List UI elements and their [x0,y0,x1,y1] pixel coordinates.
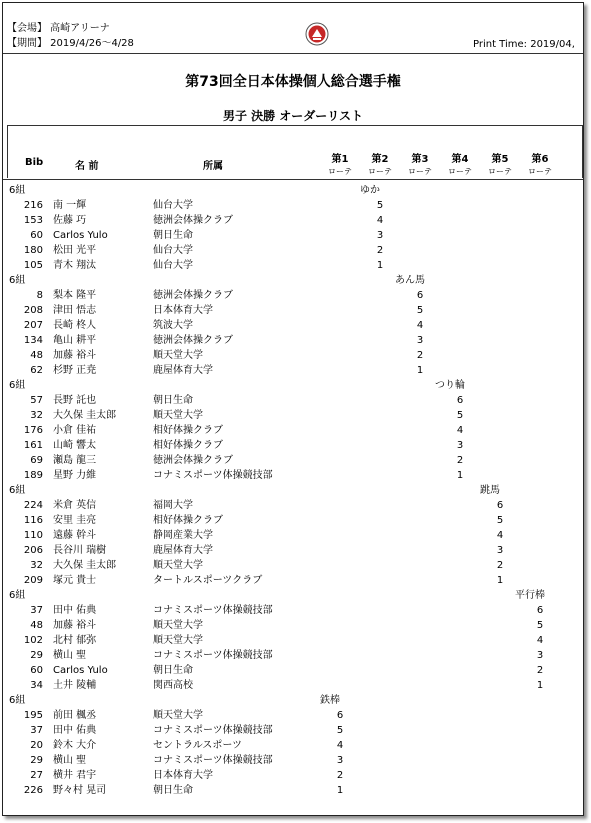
col-bib: Bib [25,157,44,168]
athlete-bib: 32 [30,560,43,571]
athlete-row [3,408,583,423]
start-order: 2 [456,455,464,466]
athlete-club: 鹿屋体育大学 [153,365,213,376]
athlete-club: 関西高校 [153,680,193,691]
athlete-club: 仙台大学 [153,245,193,256]
rotation-subheader-3: ローテ [408,167,432,176]
athlete-name: 山崎 響太 [53,440,97,451]
athlete-bib: 116 [23,515,43,526]
athlete-club: 相好体操クラブ [153,515,223,526]
athlete-bib: 195 [23,710,43,721]
athlete-club: 仙台大学 [153,200,193,211]
athlete-club: 鹿屋体育大学 [153,545,213,556]
document-page [2,2,584,816]
start-order: 4 [536,635,544,646]
header-rule [3,53,583,54]
group-label: 6組 [9,590,26,601]
start-order: 5 [336,725,344,736]
athlete-club: コナミスポーツ体操競技部 [153,650,273,661]
athlete-club: コナミスポーツ体操競技部 [153,470,273,481]
athlete-name: 松田 光平 [53,245,97,256]
athlete-row [3,198,583,213]
athlete-row [3,288,583,303]
athlete-bib: 48 [30,620,43,631]
federation-logo-icon [305,22,329,46]
athlete-bib: 224 [23,500,43,511]
athlete-name: 野々村 晃司 [53,785,107,796]
col-name: 名 前 [75,161,99,172]
athlete-name: 津田 悟志 [53,305,97,316]
athlete-row [3,423,583,438]
athlete-bib: 27 [30,770,43,781]
athlete-name: 梨本 隆平 [53,290,97,301]
athlete-name: 田中 佑典 [53,725,97,736]
athlete-row [3,648,583,663]
athlete-club: 徳洲会体操クラブ [153,335,233,346]
athlete-row [3,558,583,573]
athlete-row [3,333,583,348]
athlete-bib: 207 [23,320,43,331]
athlete-bib: 189 [23,470,43,481]
athlete-name: 北村 郁弥 [53,635,97,646]
column-rule [3,179,583,180]
athlete-name: 田中 佑典 [53,605,97,616]
athlete-bib: 216 [23,200,43,211]
athlete-bib: 153 [23,215,43,226]
athlete-bib: 29 [30,650,43,661]
athlete-row [3,663,583,678]
start-order: 4 [456,425,464,436]
start-order: 4 [376,215,384,226]
athlete-row [3,213,583,228]
athlete-row [3,633,583,648]
start-order: 4 [496,530,504,541]
athlete-club: 日本体育大学 [153,305,213,316]
start-order: 5 [496,515,504,526]
athlete-name: 横山 聖 [53,650,87,661]
apparatus-label: 平行棒 [515,590,545,601]
period-label: 【期間】 2019/4/26～4/28 [7,38,134,49]
athlete-bib: 37 [30,725,43,736]
athlete-name: 瀬島 龍三 [53,455,97,466]
athlete-row [3,303,583,318]
athlete-name: 青木 翔汰 [53,260,97,271]
athlete-row [3,723,583,738]
athlete-club: 徳洲会体操クラブ [153,290,233,301]
athlete-row [3,603,583,618]
group-header-row [3,483,583,498]
athlete-name: Carlos Yulo [53,230,108,241]
athlete-name: 加藤 裕斗 [53,350,97,361]
athlete-bib: 105 [23,260,43,271]
apparatus-label: ゆか [360,185,380,196]
athlete-club: 筑波大学 [153,320,193,331]
start-order: 4 [336,740,344,751]
athlete-club: 順天堂大学 [153,410,203,421]
athlete-bib: 37 [30,605,43,616]
athlete-row [3,573,583,588]
athlete-bib: 48 [30,350,43,361]
athlete-club: 順天堂大学 [153,620,203,631]
athlete-name: 米倉 英信 [53,500,97,511]
athlete-bib: 176 [23,425,43,436]
athlete-club: タートルスポーツクラブ [153,575,263,586]
athlete-bib: 180 [23,245,43,256]
athlete-row [3,348,583,363]
rotation-header-1: 第1 [331,154,349,165]
athlete-name: 安里 圭亮 [53,515,97,526]
group-label: 6組 [9,185,26,196]
rotation-header-2: 第2 [371,154,389,165]
athlete-name: 長崎 柊人 [53,320,97,331]
athlete-bib: 209 [23,575,43,586]
start-order: 5 [456,410,464,421]
group-header-row [3,693,583,708]
athlete-bib: 60 [30,665,43,676]
start-order: 3 [376,230,384,241]
athlete-bib: 134 [23,335,43,346]
athlete-row [3,708,583,723]
rotation-subheader-5: ローテ [488,167,512,176]
start-order: 2 [376,245,384,256]
athlete-name: 前田 楓丞 [53,710,97,721]
athlete-bib: 34 [30,680,43,691]
start-order: 1 [336,785,344,796]
athlete-bib: 206 [23,545,43,556]
athlete-name: 鈴木 大介 [53,740,97,751]
group-header-row [3,273,583,288]
athlete-bib: 32 [30,410,43,421]
athlete-name: 亀山 耕平 [53,335,97,346]
athlete-club: 徳洲会体操クラブ [153,455,233,466]
athlete-row [3,678,583,693]
start-order: 2 [416,350,424,361]
rotation-header-6: 第6 [531,154,549,165]
athlete-club: 仙台大学 [153,260,193,271]
athlete-name: 遠藤 幹斗 [53,530,97,541]
athlete-club: 朝日生命 [153,665,193,676]
athlete-bib: 110 [23,530,43,541]
athlete-row [3,318,583,333]
athlete-name: 土井 陵輔 [53,680,97,691]
start-order: 5 [536,620,544,631]
order-list [3,183,583,798]
group-label: 6組 [9,695,26,706]
athlete-row [3,228,583,243]
athlete-name: 佐藤 巧 [53,215,87,226]
athlete-name: 横山 聖 [53,755,87,766]
athlete-row [3,393,583,408]
athlete-club: 朝日生命 [153,395,193,406]
athlete-name: 長谷川 瑞樹 [53,545,107,556]
athlete-row [3,528,583,543]
start-order: 6 [416,290,424,301]
athlete-club: コナミスポーツ体操競技部 [153,725,273,736]
start-order: 2 [336,770,344,781]
athlete-bib: 69 [30,455,43,466]
athlete-club: 徳洲会体操クラブ [153,215,233,226]
athlete-row [3,543,583,558]
athlete-club: 朝日生命 [153,785,193,796]
athlete-club: 順天堂大学 [153,560,203,571]
athlete-row [3,618,583,633]
athlete-row [3,243,583,258]
athlete-name: 大久保 圭太郎 [53,560,117,571]
athlete-name: 南 一輝 [53,200,87,211]
athlete-bib: 60 [30,230,43,241]
athlete-row [3,258,583,273]
start-order: 6 [456,395,464,406]
page-subtitle: 男子 決勝 オーダーリスト [222,109,364,123]
athlete-name: 塚元 貴士 [53,575,97,586]
athlete-name: 加藤 裕斗 [53,620,97,631]
athlete-row [3,363,583,378]
athlete-club: 順天堂大学 [153,635,203,646]
athlete-row [3,453,583,468]
print-time: Print Time: 2019/04, [473,39,575,50]
start-order: 3 [456,440,464,451]
athlete-row [3,438,583,453]
athlete-row [3,738,583,753]
athlete-club: セントラルスポーツ [153,740,242,751]
group-header-row [3,378,583,393]
start-order: 2 [496,560,504,571]
athlete-club: 相好体操クラブ [153,425,223,436]
athlete-club: 順天堂大学 [153,710,203,721]
start-order: 6 [536,605,544,616]
group-header-row [3,588,583,603]
rotation-subheader-4: ローテ [448,167,472,176]
athlete-row [3,753,583,768]
apparatus-label: つり輪 [435,380,465,391]
start-order: 6 [496,500,504,511]
start-order: 3 [496,545,504,556]
rotation-subheader-6: ローテ [528,167,552,176]
athlete-name: Carlos Yulo [53,665,108,676]
athlete-bib: 161 [23,440,43,451]
start-order: 1 [416,365,424,376]
start-order: 6 [336,710,344,721]
athlete-bib: 29 [30,755,43,766]
group-label: 6組 [9,380,26,391]
start-order: 3 [336,755,344,766]
apparatus-label: 跳馬 [480,485,500,496]
rotation-subheader-1: ローテ [328,167,352,176]
athlete-bib: 226 [23,785,43,796]
start-order: 1 [496,575,504,586]
rotation-header-5: 第5 [491,154,509,165]
athlete-club: コナミスポーツ体操競技部 [153,755,273,766]
start-order: 5 [376,200,384,211]
athlete-bib: 57 [30,395,43,406]
group-label: 6組 [9,275,26,286]
athlete-name: 横井 君宇 [53,770,97,781]
start-order: 4 [416,320,424,331]
start-order: 2 [536,665,544,676]
venue-label: 【会場】 高崎アリーナ [7,23,110,34]
rotation-header-3: 第3 [411,154,429,165]
apparatus-label: 鉄棒 [320,695,340,706]
athlete-club: 静岡産業大学 [153,530,213,541]
rotation-subheader-2: ローテ [368,167,392,176]
start-order: 3 [416,335,424,346]
athlete-row [3,468,583,483]
athlete-bib: 208 [23,305,43,316]
start-order: 1 [376,260,384,271]
athlete-bib: 62 [30,365,43,376]
start-order: 1 [456,470,464,481]
athlete-club: 日本体育大学 [153,770,213,781]
athlete-bib: 8 [36,290,43,301]
athlete-name: 星野 力維 [53,470,97,481]
athlete-row [3,498,583,513]
athlete-club: 福岡大学 [153,500,193,511]
start-order: 3 [536,650,544,661]
athlete-name: 小倉 佳祐 [53,425,97,436]
athlete-club: 順天堂大学 [153,350,203,361]
athlete-row [3,513,583,528]
athlete-club: 朝日生命 [153,230,193,241]
group-header-row [3,183,583,198]
apparatus-label: あん馬 [395,275,425,286]
page-title: 第73回全日本体操個人総合選手権 [185,74,401,90]
athlete-bib: 102 [23,635,43,646]
athlete-club: コナミスポーツ体操競技部 [153,605,273,616]
group-label: 6組 [9,485,26,496]
start-order: 5 [416,305,424,316]
athlete-bib: 20 [30,740,43,751]
athlete-club: 相好体操クラブ [153,440,223,451]
start-order: 1 [536,680,544,691]
athlete-name: 長野 託也 [53,395,97,406]
col-club: 所属 [203,161,223,172]
athlete-name: 大久保 圭太郎 [53,410,117,421]
athlete-name: 杉野 正尭 [53,365,97,376]
athlete-row [3,783,583,798]
athlete-row [3,768,583,783]
rotation-header-4: 第4 [451,154,469,165]
